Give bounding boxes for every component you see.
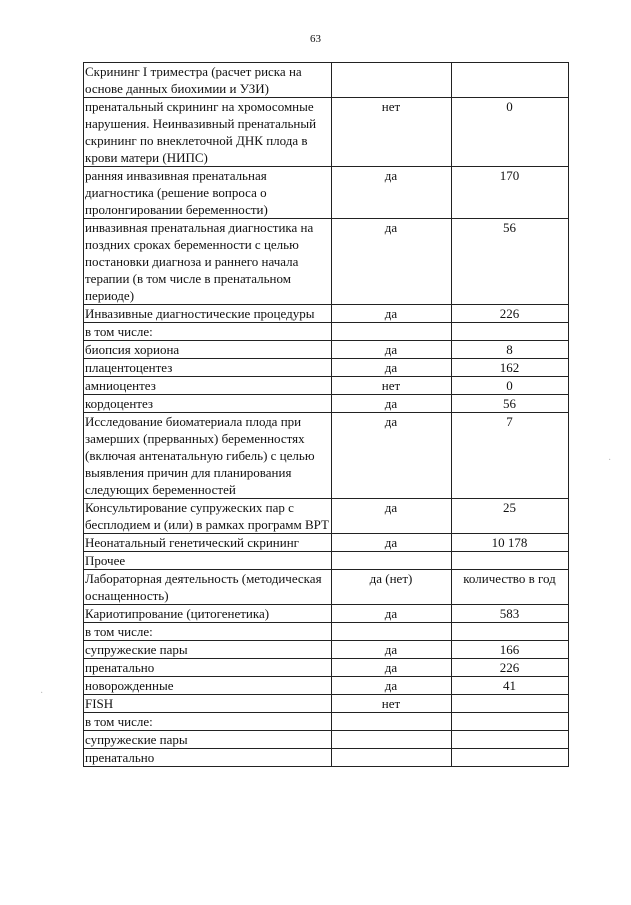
row-value: количество в год [452,570,569,605]
row-value: 226 [452,659,569,677]
table-row [84,605,569,623]
table-row [84,167,569,219]
row-label: Прочее [84,552,332,570]
table-row [84,359,569,377]
row-status: да [332,359,452,377]
table-row [84,641,569,659]
row-status: да [332,605,452,623]
table-row [84,63,569,98]
row-label: плацентоцентез [84,359,332,377]
row-status [332,623,452,641]
row-status: нет [332,695,452,713]
row-label: инвазивная пренатальная диагностика на поздних сроках беременности с целью постановки диагноза и раннего начала терапии (в том числе в пренатальном периоде) [84,219,332,305]
row-label: Неонатальный генетический скрининг [84,534,332,552]
row-value: 7 [452,413,569,499]
table-row [84,499,569,534]
row-value [452,749,569,767]
row-value: 170 [452,167,569,219]
row-value: 56 [452,395,569,413]
row-value: 41 [452,677,569,695]
table-row [84,731,569,749]
row-value [452,323,569,341]
table-row [84,98,569,167]
row-status: да [332,499,452,534]
row-label: в том числе: [84,323,332,341]
row-value: 0 [452,98,569,167]
row-status [332,63,452,98]
row-label: амниоцентез [84,377,332,395]
row-label: в том числе: [84,623,332,641]
row-value: 10 178 [452,534,569,552]
row-label: пренатально [84,659,332,677]
row-value: 166 [452,641,569,659]
row-label: пренатальный скрининг на хромосомные нарушения. Неинвазивный пренатальный скрининг по внеклеточной ДНК плода в крови матери (НИПС) [84,98,332,167]
table-row [84,219,569,305]
row-status: да [332,413,452,499]
table-row [84,695,569,713]
row-status: да [332,305,452,323]
row-value [452,623,569,641]
row-status: нет [332,98,452,167]
table-row [84,377,569,395]
table-row [84,623,569,641]
row-value [452,63,569,98]
row-status: нет [332,377,452,395]
row-label: Инвазивные диагностические процедуры [84,305,332,323]
row-value: 162 [452,359,569,377]
row-status: да [332,534,452,552]
row-label: пренатально [84,749,332,767]
screening-table-body [84,63,569,767]
row-status: да [332,395,452,413]
row-value [452,695,569,713]
row-value: 8 [452,341,569,359]
page-number: 63 [310,33,321,45]
row-label: новорожденные [84,677,332,695]
row-status: да [332,641,452,659]
row-status [332,713,452,731]
table-row [84,413,569,499]
row-label: супружеские пары [84,641,332,659]
table-row [84,534,569,552]
row-label: Скрининг I триместра (расчет риска на основе данных биохимии и УЗИ) [84,63,332,98]
row-status [332,552,452,570]
row-label: Исследование биоматериала плода при замерших (прерванных) беременностях (включая антенатальную гибель) с целью выявления причин для планирования следующих беременностей [84,413,332,499]
row-value: 583 [452,605,569,623]
row-label: FISH [84,695,332,713]
row-status [332,749,452,767]
table-row [84,305,569,323]
row-label: биопсия хориона [84,341,332,359]
row-value [452,713,569,731]
row-status: да [332,341,452,359]
row-value [452,731,569,749]
row-value: 56 [452,219,569,305]
table-row [84,552,569,570]
scan-artifact-mark: · [40,688,44,699]
row-status: да [332,677,452,695]
row-status: да [332,219,452,305]
row-status [332,731,452,749]
row-label: в том числе: [84,713,332,731]
row-status: да [332,167,452,219]
row-label: Кариотипрование (цитогенетика) [84,605,332,623]
table-row [84,749,569,767]
scan-artifact-mark: · [608,455,612,466]
row-label: кордоцентез [84,395,332,413]
row-value [452,552,569,570]
table-row [84,323,569,341]
row-label: Консультирование супружеских пар с бесплодием и (или) в рамках программ ВРТ [84,499,332,534]
table-row [84,570,569,605]
table-row [84,341,569,359]
row-status: да (нет) [332,570,452,605]
row-status: да [332,659,452,677]
row-status [332,323,452,341]
table-row [84,659,569,677]
row-label: супружеские пары [84,731,332,749]
screening-table [83,62,569,767]
row-label: Лабораторная деятельность (методическая оснащенность) [84,570,332,605]
table-row [84,677,569,695]
table-row [84,395,569,413]
row-value: 226 [452,305,569,323]
row-value: 0 [452,377,569,395]
row-label: ранняя инвазивная пренатальная диагностика (решение вопроса о пролонгировании беременности) [84,167,332,219]
table-row [84,713,569,731]
row-value: 25 [452,499,569,534]
